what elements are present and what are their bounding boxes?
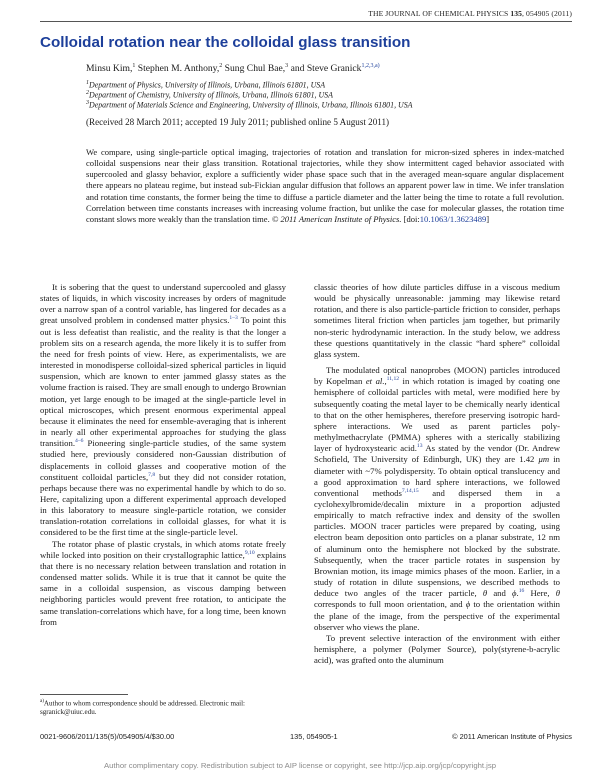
affiliation xyxy=(86,80,325,90)
received-dates: (Received 28 March 2011; accepted 19 July 2011; published online 5 August 2011) xyxy=(86,117,390,127)
author-affiliation-mark: 1,2,3,a) xyxy=(361,63,380,69)
text-run: corresponds to full moon orientation, and xyxy=(314,599,466,610)
affiliation-text: Department of Physics, University of Illinois, Urbana, Illinois 61801, USA xyxy=(89,80,326,90)
text-run: It is sobering that the quest to understand supercooled and glassy states of liquids, in which viscosity increases by orders of magnitude over a narrow span of a control variable, has lingered for decades as a great unsolved problem in condensed matter physics. xyxy=(40,282,286,326)
footer-code: 0021-9606/2011/135(5)/054905/4/$30.00 xyxy=(40,732,175,741)
footer-copyright: © 2011 American Institute of Physics xyxy=(452,732,572,741)
text-run: in diameter with ~7% polydispersity. To obtain optical translucency and a good approximation to hard sphere interactions, we followed conventional methods xyxy=(314,454,560,498)
volume-number: 135 xyxy=(510,9,523,18)
affiliation-text: Department of Materials Science and Engineering, University of Illinois, Urbana, Illinois 61801, USA xyxy=(89,100,413,110)
affiliation-mark: 3 xyxy=(86,100,89,106)
affiliation-mark: 1 xyxy=(86,80,89,86)
text-run: ϕ xyxy=(512,588,517,599)
paragraph xyxy=(40,539,286,628)
journal-name: THE JOURNAL OF CHEMICAL PHYSICS xyxy=(368,9,509,18)
abstract-copyright: © 2011 American Institute of Physics. xyxy=(271,213,402,224)
text-run: , xyxy=(384,376,387,387)
text-run: and xyxy=(487,588,513,599)
paragraph xyxy=(314,365,560,633)
citation-link[interactable]: 16 xyxy=(518,588,525,595)
text-run: θ xyxy=(482,588,488,599)
author-affiliation-mark: 3 xyxy=(285,63,289,69)
text-run: The modulated optical nanoprobes (MOON) particles introduced by Kopelman xyxy=(314,365,560,387)
citation-link[interactable]: 7,8 xyxy=(148,471,156,478)
footnote-rule xyxy=(40,694,128,695)
text-run: θ xyxy=(555,588,560,599)
text-run: Pioneering single-particle studies, of the same system studied here, previously considered non-Gaussian distribution of displacements in colloid glasses and cooperative motion of the constituent colloidal particles, xyxy=(40,438,286,482)
text-run: . xyxy=(516,588,519,599)
text-run: The rotator phase of plastic crystals, in which atoms rotate freely while locked into position on their crystallographic lattice, xyxy=(40,538,286,560)
citation-link[interactable]: 4–6 xyxy=(75,438,84,445)
copyright-notice: Author complimentary copy. Redistribution subject to AIP license or copyright, see http://jcp.aip.org/jcp/copyright.jsp xyxy=(104,761,496,770)
header-rule xyxy=(40,21,572,22)
body-column-right xyxy=(314,282,560,666)
doi-suffix: ] xyxy=(486,213,490,224)
doi-prefix: [doi: xyxy=(403,213,420,224)
body-column-left xyxy=(40,282,286,628)
text-run: As stated by the vendor (Dr. Andrew Schofield, The University of Edinburgh, UK) they are 1.42 xyxy=(314,443,560,465)
text-run: et al. xyxy=(365,376,385,387)
text-run: To point this out is less defeatist than realistic, and the reality is that the longer a problem sits on a research agenda, the more likely it is to suffer from the need for fresh points of view. Here, as experimentalists, we are interested in monodisperse colloidal-sized spherical particles in liquid suspension, which are known to enter jammed glassy states as the volume fraction is raised. They are small enough to undergo Brownian motion, yet large enough to be imaged at the single-particle level in optical microscopes, which present enormous experimental appeal because it eliminates the need for ensemble-averaging that is inherent in nearly all other experimental approaches for studying the glass transition. xyxy=(40,315,286,449)
article-title: Colloidal rotation near the colloidal glass transition xyxy=(40,34,411,51)
abstract xyxy=(86,147,564,225)
footnote xyxy=(40,698,286,717)
affiliation-text: Department of Chemistry, University of Illinois, Urbana, Illinois 61801, USA xyxy=(89,90,333,100)
page-number: 135, 054905-1 xyxy=(290,732,338,741)
text-run: but they did not consider rotation, perhaps because there was no experimental handle by which to do so. Here, capitalizing upon a different experimental approach developed in this laboratory to measure single-particle rotation, we consider translation-rotation correlations in colloidal glasses, for what it is considered to be the first time at the single-particle level. xyxy=(40,471,286,538)
affiliation-mark: 2 xyxy=(86,90,89,96)
author-name: Stephen M. Anthony, xyxy=(137,63,220,75)
affiliation xyxy=(86,90,333,100)
text-run: Here, xyxy=(524,588,556,599)
citation-link[interactable]: 9,10 xyxy=(244,549,255,556)
paragraph: classic theories of how dilute particles diffuse in a viscous medium would be physically unreasonable: jamming may likewise retard rotation, and there is also particle-particle friction to consider, perhaps sometimes literal friction when particles jam together, but primarily non-steric hydrodynamic interaction. In the study below, we address these questions quantitatively in the classic “hard sphere” colloidal glass system. xyxy=(314,282,560,359)
text-run: ϕ xyxy=(465,599,471,610)
paragraph: To prevent selective interaction of the environment with either hemisphere, a polymer (Polymer Source), poly(styrene-b-acrylic acid), was grafted onto the aluminum xyxy=(314,632,560,666)
footnote-mark: a) xyxy=(40,699,44,704)
doi-link[interactable]: 10.1063/1.3623489 xyxy=(419,213,487,224)
citation-link[interactable]: 1–3 xyxy=(229,315,238,322)
author-affiliation-mark: 1 xyxy=(132,63,136,69)
citation-link[interactable]: 11,12 xyxy=(386,376,400,383)
abstract-text: We compare, using single-particle optical imaging, trajectories of rotation and translation for micron-sized spheres in index-matched colloidal suspensions near their glass transition. Rotational trajectories, while they show intermittent caged behavior associated with supercooled and glassy behavior, explore a sufficiently wider phase space such that in the averaged mean-square angular displacement there appears no plateau regime, but instead sub-Fickian angular diffusion that follows an apparent power law in time. We infer translation and rotation time constants, the former being the time to diffuse a particle diameter and the latter being the time to rotate a full revolution. Correlation between time constants increases with increasing volume fraction, but unlike the case for molecular glasses, the rotation time constant slows more weakly than the translation time. xyxy=(86,147,564,224)
paragraph xyxy=(40,282,286,539)
citation-link[interactable]: 7,14,15 xyxy=(401,487,419,494)
text-run: μm xyxy=(538,454,550,465)
citation-link[interactable]: 13 xyxy=(416,443,423,450)
running-header: THE JOURNAL OF CHEMICAL PHYSICS 135, 054905 (2011) xyxy=(368,9,572,18)
author-name: Sung Chul Bae, xyxy=(224,63,286,75)
author-name: Minsu Kim, xyxy=(86,63,133,75)
text-run: explains that there is no necessary relation between translation and rotation in condensed matter solids. While it is true that it cannot be quite the same in a colloidal suspension, as viscous damping between neighboring particles would prevent free rotation, to anticipate the same translation-correlations which have, for a long time, been known from xyxy=(40,549,287,627)
author-name: and Steve Granick xyxy=(290,63,362,75)
article-number: 054905 (2011) xyxy=(526,9,572,18)
text-run: in which rotation is imaged by coating one hemisphere of colloidal particles with metal, were modified here by subsequently coating the metal layer to be chemically nearly identical to that on the other hemispheres, therefore preserving isotropic hard-sphere interactions. We used as parent particles poly-methylmethacrylate (PMMA) spheres with a sterically stabilizing layer of hydroxystearic acid. xyxy=(314,376,560,454)
text-run: and dispersed them in a cyclohexylbromide/decalin mixture in a proportion adjusted empirically to match refractive index and density of the swollen particles. MOON tracer particles were prepared by coating, using electron beam deposition onto particles on a planar substrate, 12 nm of aluminum onto the hemisphere not blocked by the substrate. Subsequently, when the tracer particle rotates in suspension by Brownian motion, its image mimics phases of the moon. Earlier, in a study of rotation in dilute suspensions, we described methods to deduce two angles of the tracer particle, xyxy=(314,487,560,599)
author-affiliation-mark: 2 xyxy=(219,63,223,69)
affiliation xyxy=(86,100,412,110)
author-list xyxy=(86,63,380,74)
text-run: to the orientation within the plane of the image, from the perspective of the experimental observer who views the plane. xyxy=(314,599,560,632)
footnote-text: Author to whom correspondence should be addressed. Electronic mail: sgranick@uiuc.edu. xyxy=(40,699,246,716)
